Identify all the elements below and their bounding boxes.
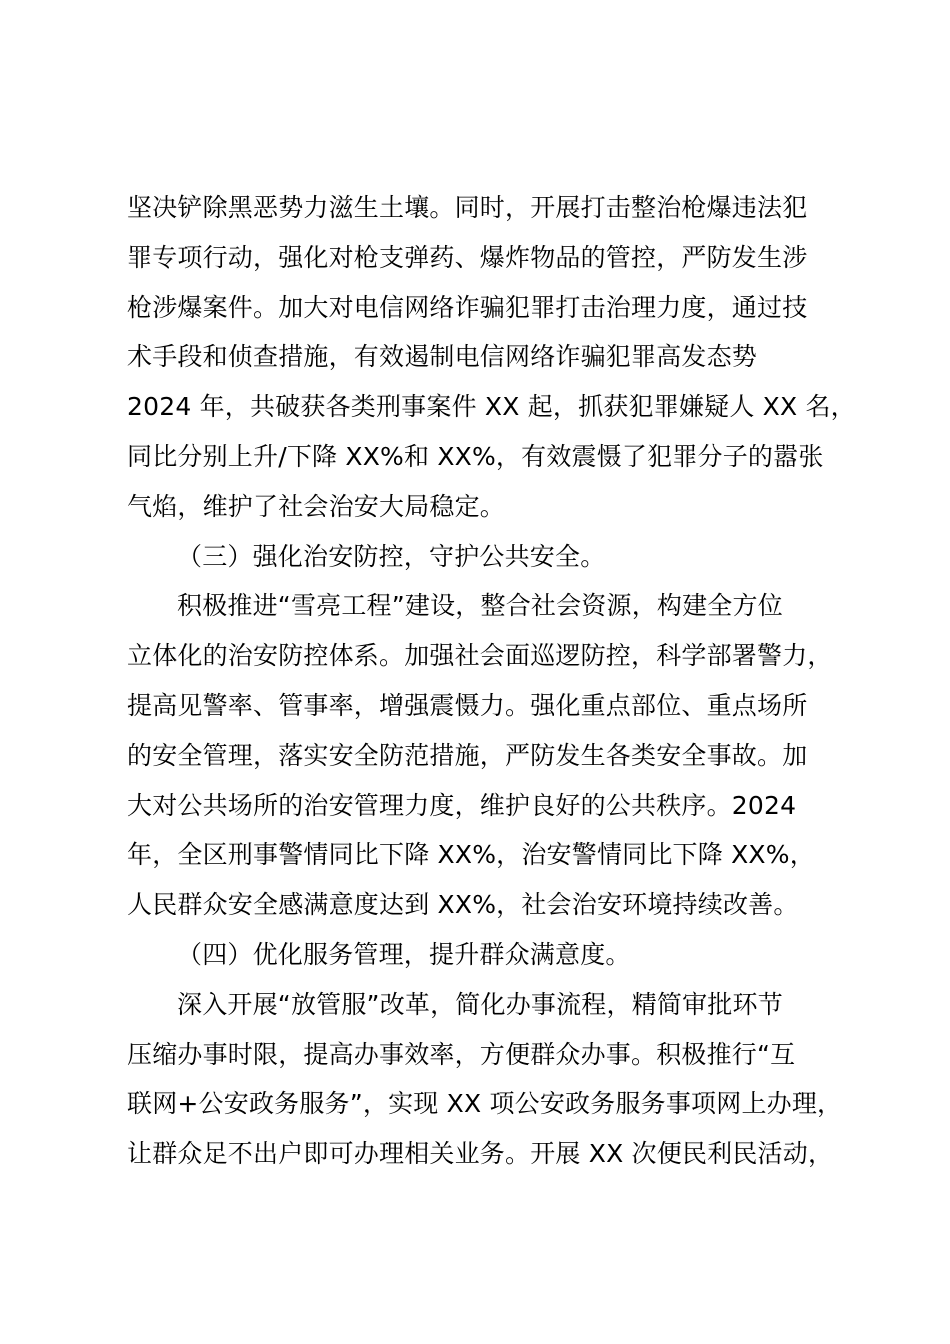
document-body: [127, 183, 856, 1179]
text-line: 年，全区刑事警情同比下降 XX%，治安警情同比下降 XX%，: [127, 840, 815, 870]
text-line: 提高见警率、管事率，增强震慑力。强化重点部位、重点场所: [127, 690, 808, 720]
text-line: 人民群众安全感满意度达到 XX%，社会治安环境持续改善。: [127, 890, 799, 920]
text-line: 枪涉爆案件。加大对电信网络诈骗犯罪打击治理力度，通过技: [127, 292, 808, 322]
text-line: 气焰，维护了社会治安大局稳定。: [127, 491, 506, 521]
text-line: 大对公共场所的治安管理力度，维护良好的公共秩序。2024: [127, 790, 797, 820]
text-line: 立体化的治安防控体系。加强社会面巡逻防控，科学部署警力，: [127, 641, 833, 671]
section-heading-3: （三）强化治安防控，守护公共安全。: [177, 541, 606, 571]
text-line: 深入开展“放管服”改革，简化办事流程，精简审批环节: [177, 989, 783, 1019]
text-line: 让群众足不出户即可办理相关业务。开展 XX 次便民利民活动，: [127, 1139, 834, 1169]
text-line: 的安全管理，落实安全防范措施，严防发生各类安全事故。加: [127, 740, 808, 770]
text-line: 积极推进“雪亮工程”建设，整合社会资源，构建全方位: [177, 591, 783, 621]
text-line: 同比分别上升/下降 XX%和 XX%，有效震慑了犯罪分子的嚣张: [127, 441, 824, 471]
text-line: 术手段和侦查措施，有效遏制电信网络诈骗犯罪高发态势: [127, 342, 758, 372]
text-line: 联网+公安政务服务”，实现 XX 项公安政务服务事项网上办理，: [127, 1089, 843, 1119]
text-line: 压缩办事时限，提高办事效率，方便群众办事。积极推行“互: [127, 1039, 796, 1069]
text-line: 罪专项行动，强化对枪支弹药、爆炸物品的管控，严防发生涉: [127, 242, 808, 272]
text-line: 坚决铲除黑恶势力滋生土壤。同时，开展打击整治枪爆违法犯: [127, 193, 808, 222]
section-heading-4: （四）优化服务管理，提升群众满意度。: [177, 939, 631, 969]
text-line: 2024 年，共破获各类刑事案件 XX 起，抓获犯罪嫌疑人 XX 名，: [127, 392, 856, 422]
